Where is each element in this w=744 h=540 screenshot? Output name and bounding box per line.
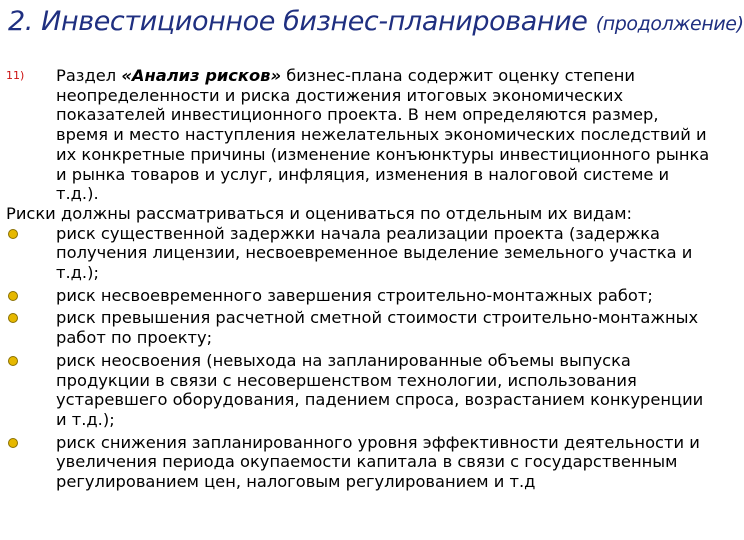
bullet-dot-icon: [8, 291, 18, 301]
slide-content: [6, 66, 714, 492]
bullet-dot-icon: [8, 229, 18, 239]
risk-list: [6, 224, 714, 492]
item-emphasis: «Анализ рисков»: [121, 66, 282, 85]
list-item-text: риск существенной задержки начала реализации проекта (задержка получения лицензии, несвоевременное выделение земельного участка и т.д.);: [56, 223, 693, 283]
bullet-dot-icon: [8, 356, 18, 366]
list-item-text: риск неосвоения (невыхода на запланированные объемы выпуска продукции в связи с несовершенством технологии, использования устаревшего оборудования, падением спроса, возрастанием конкуренции и т.д.);: [56, 350, 704, 429]
list-item-text: риск превышения расчетной сметной стоимости строительно-монтажных работ по проекту;: [56, 308, 699, 348]
item-text: бизнес-плана содержит оценку степени неопределенности и риска достижения итоговых экономических показателей инвестиционного проекта. В нем определяются размер, время и место наступления нежелательных экономических последствий и их конкретные причины (изменение конъюнктуры инвестиционного рынка и рынка товаров и услуг, инфляция, изменения в налоговой системе и т.д.).: [56, 66, 710, 204]
list-item: [6, 224, 714, 283]
bullet-dot-icon: [8, 313, 18, 323]
list-item: [6, 286, 714, 306]
bullet-dot-icon: [8, 438, 18, 448]
list-item-text: риск несвоевременного завершения строительно-монтажных работ;: [56, 285, 653, 305]
item-number: 11): [6, 69, 25, 82]
list-item: [6, 351, 714, 430]
slide-title-sub: (продолжение): [595, 13, 744, 35]
list-item: [6, 308, 714, 347]
numbered-item: [6, 66, 714, 204]
intro-text: Риски должны рассматриваться и оцениваться по отдельным их видам:: [6, 203, 633, 223]
slide-title-main: 2. Инвестиционное бизнес-планирование: [8, 6, 596, 37]
list-item-text: риск снижения запланированного уровня эффективности деятельности и увеличения периода окупаемости капитала в связи с государственным регулированием цен, налоговым регулированием и т.д: [56, 432, 700, 492]
item-prefix: Раздел: [56, 66, 122, 85]
list-item: [6, 433, 714, 492]
slide-title: [8, 6, 744, 37]
